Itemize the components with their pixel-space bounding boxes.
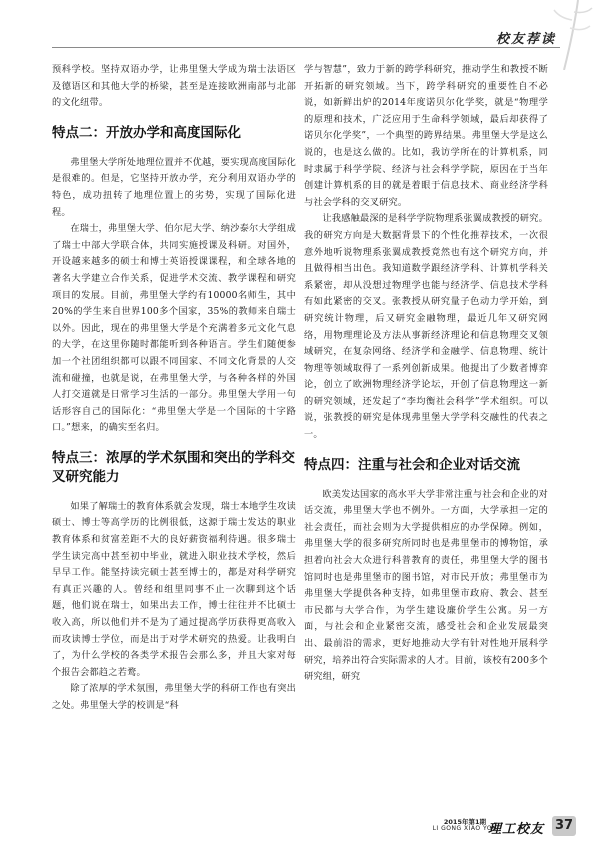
page-number: 37 (552, 816, 576, 836)
paragraph-intro: 预科学校。坚持双语办学，让弗里堡大学成为瑞士法语区及德语区和其他大学的桥梁，甚至是连接欧洲南部与北部的文化纽带。 (52, 64, 296, 109)
paragraph-2b: 在瑞士，弗里堡大学、伯尔尼大学、纳沙泰尔大学组成了瑞士中部大学联合体，共同实施授课及科研。对国外，开设越来越多的硕士和博士英语授课课程，和全球各地的著名大学建立合作关系，促进学术交流、教学课程和研究项目的发展。目前，弗里堡大学约有10000名师生，其中20%的学生来自世界100多个国家，35%的教师来自瑞士以外。因此，现在的弗里堡大学是个充满着多元文化气息的大学，在这里你随时都能听到各种语言。学生们随便参加一个社团组织都可以跟不同国家、不同文化背景的人交流和碰撞，也就是说，在弗里堡大学，与各种各样的外国人打交道就是日常学习生活的一部分。弗里堡大学用一句话形容自己的国际化：“弗里堡大学是一个国际的十字路口。”想来，的确实至名归。 (52, 223, 296, 434)
footer-issue-pinyin: LI GONG XIAO YOU (432, 825, 497, 832)
left-column (52, 62, 296, 715)
paragraph-4a: 欧美发达国家的高水平大学非常注重与社会和企业的对话交流，弗里堡大学也不例外。一方面，大学承担一定的社会责任，而社会则为大学提供相应的办学保障。例如，弗里堡大学的很多研究所同时也是弗里堡市的博物馆，承担着向社会大众进行科普教育的责任，弗里堡大学的图书馆同时也是弗里堡市的图书馆，对市民开放；弗里堡市为弗里堡大学提供各种支持，如弗里堡市政府、教会、甚至市民都与大学合作，为学生建设廉价学生公寓。另一方面，与社会和企业紧密交流，感受社会和企业发展最突出、最前沿的需求，更好地推动大学有针对性地开展科学研究，培养出符合实际需求的人才。目前，该校有200多个研究组，研究 (304, 488, 548, 683)
section-heading-3: 特点三：浓厚的学术氛围和突出的学科交叉研究能力 (52, 449, 295, 485)
section-heading-4: 特点四：注重与社会和企业对话交流 (304, 456, 520, 473)
right-column (304, 62, 548, 686)
header-title: 校友荐读 (495, 32, 556, 47)
page-footer (0, 808, 600, 840)
footer-brand: 理工校友 (487, 822, 544, 837)
paragraph-2a: 弗里堡大学所处地理位置并不优越，要实现高度国际化是很难的。但是，它坚持开放办学，充分利用双语办学的特色，成功扭转了地理位置上的劣势，实现了国际化进程。 (52, 156, 296, 218)
paragraph-3d: 让我感触最深的是科学学院物理系张翼成教授的研究。我的研究方向是大数据背景下的个性化推荐技术，一次很意外地听说物理系张翼成教授竟然也有这个研究方向，并且做得相当出色。我知道数学跟经济学科、计算机学科关系紧密，却从没想过物理学也能与经济学、信息技术学科有如此紧密的交叉。张教授从研究量子色动力学开始，到研究统计物理，后又研究金融物理，最近几年又研究网络，用物理理论及方法从事新经济理论和信息物理交叉领域研究，在复杂网络、经济学和金融学、信息物理、统计物理等领域取得了一系列创新成果。他提出了少数者博弈论，创立了欧洲物理经济学论坛，开创了信息物理这一新的研究领域，还发起了“李均衡社会科学”学术组织。可以说，张教授的研究是体现弗里堡大学学科交融性的代表之一。 (304, 213, 548, 441)
paragraph-3c: 学与智慧”，致力于新的跨学科研究，推动学生和教授不断开拓新的研究领域。当下，跨学科研究的重要性自不必说，如新鲜出炉的2014年度诺贝尔化学奖，就是“物理学的原理和技术，广泛应用于生命科学领域，最后却获得了诺贝尔化学奖”，一个典型的跨界结果。弗里堡大学是这么说的，也是这么做的。比如，我访学所在的计算机系，同时隶属于科学学院、经济与社会科学学院，原因在于当年创建计算机系的目的就是着眼于信息技术、商业经济学科与社会学科的交叉研究。 (304, 64, 548, 208)
paragraph-3b: 除了浓厚的学术氛围，弗里堡大学的科研工作也有突出之处。弗里堡大学的校训是“科 (52, 683, 296, 711)
section-heading-2: 特点二：开放办学和高度国际化 (52, 124, 241, 141)
header-rule (52, 47, 560, 48)
paragraph-3a: 如果了解瑞士的教育体系就会发现，瑞士本地学生攻读硕士、博士等高学历的比例很低，这源于瑞士发达的职业教育体系和贫富差距不大的良好薪资福利待遇。很多瑞士学生读完高中甚至初中毕业，就进入职业技术学校，然后早早工作。能坚持读完硕士甚至博士的，都是对科学研究有真正兴趣的人。曾经和组里同事不止一次聊到这个话题，他们说在瑞士，如果出去工作，博士往往并不比硕士收入高，所以他们并不是为了通过提高学历获得更高收入而攻读博士学位，而是出于对学术研究的热爱。让我明白了，为什么学校的各类学术报告会那么多，并且大家对每个报告会都趋之若鹜。 (52, 500, 296, 678)
footer-issue: 2015年第1期 (443, 818, 486, 826)
